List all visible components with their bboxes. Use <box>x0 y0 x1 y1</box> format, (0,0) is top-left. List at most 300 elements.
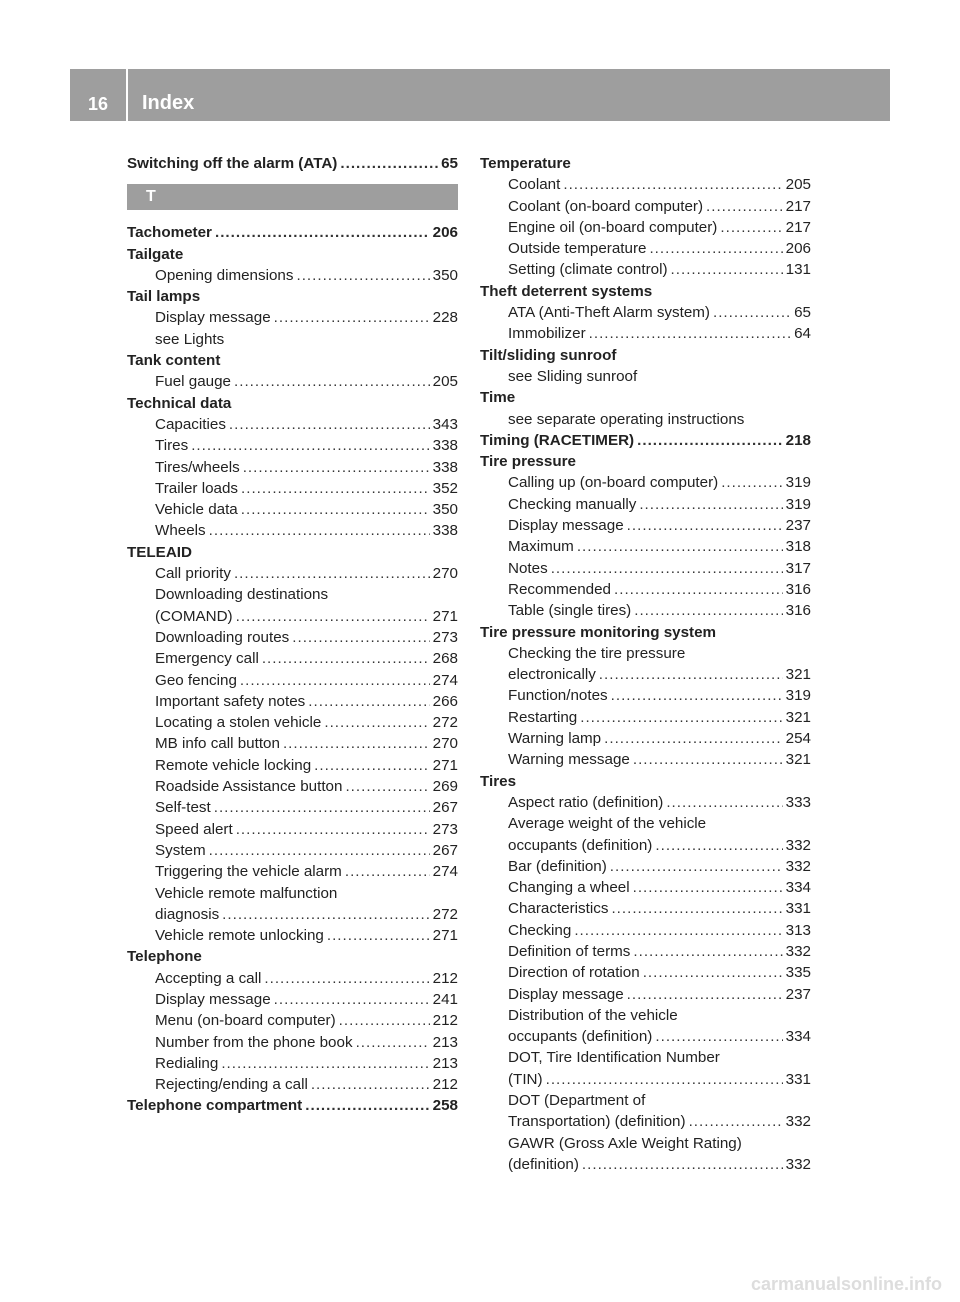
dot-leader <box>546 1069 783 1090</box>
index-entry-label: see Sliding sunroof <box>508 367 638 385</box>
index-subentry <box>127 265 458 286</box>
index-entry-label: Locating a stolen vehicle <box>155 714 322 732</box>
index-subentry <box>127 563 458 584</box>
index-subentry <box>480 749 811 770</box>
index-entry-label: see separate operating instructions <box>508 410 745 428</box>
index-entry-label: diagnosis <box>155 905 220 923</box>
section-letter: T <box>146 188 156 206</box>
footer-watermark <box>0 1266 960 1302</box>
dot-leader <box>241 499 430 520</box>
dot-leader <box>308 691 429 712</box>
index-entry-label: Vehicle data <box>155 501 238 519</box>
index-subentry <box>127 1010 458 1031</box>
index-entry-page: 318 <box>785 538 811 556</box>
index-subentry <box>127 606 458 627</box>
watermark-text: carmanualsonline.info <box>750 1274 942 1294</box>
index-subentry <box>127 883 458 904</box>
index-subentry <box>127 499 458 520</box>
index-entry-label: Call priority <box>155 565 231 583</box>
index-entry-label: electronically <box>508 666 596 684</box>
dot-leader <box>234 371 430 392</box>
index-entry-label: Engine oil (on-board computer) <box>508 218 718 236</box>
index-entry-label: GAWR (Gross Axle Weight Rating) <box>508 1134 742 1152</box>
dot-leader <box>314 755 429 776</box>
index-entry-label: Average weight of the vehicle <box>508 815 707 833</box>
index-subentry <box>480 174 811 195</box>
dot-leader <box>292 627 429 648</box>
index-subentry <box>480 792 811 813</box>
index-heading <box>480 153 811 174</box>
index-subentry <box>480 920 811 941</box>
dot-leader <box>689 1111 783 1132</box>
index-entry-page: 131 <box>785 261 811 279</box>
index-subentry <box>127 457 458 478</box>
index-entry-label: Setting (climate control) <box>508 261 668 279</box>
index-subentry <box>127 797 458 818</box>
dot-leader <box>356 1032 430 1053</box>
index-heading <box>127 1095 458 1116</box>
index-entry-label: System <box>155 841 206 859</box>
page-title: Index <box>142 92 195 114</box>
index-entry-page: 331 <box>785 900 811 918</box>
dot-leader <box>627 984 783 1005</box>
index-subentry <box>127 968 458 989</box>
index-entry-page: 332 <box>785 836 811 854</box>
dot-leader <box>305 1095 429 1116</box>
index-subentry <box>480 1026 811 1047</box>
index-subentry <box>127 435 458 456</box>
dot-leader <box>339 1010 430 1031</box>
index-subentry <box>127 1053 458 1074</box>
index-entry-page: 271 <box>432 756 458 774</box>
index-entry-page: 319 <box>785 687 811 705</box>
index-subentry <box>480 600 811 621</box>
index-entry-page: 217 <box>785 218 811 236</box>
index-entry <box>127 153 458 174</box>
index-subentry <box>127 691 458 712</box>
index-subentry <box>127 648 458 669</box>
index-subentry <box>480 685 811 706</box>
index-entry-page: 331 <box>785 1070 811 1088</box>
index-entry-label: MB info call button <box>155 735 280 753</box>
index-entry-page: 316 <box>785 602 811 620</box>
index-subentry <box>480 217 811 238</box>
index-subentry <box>127 584 458 605</box>
index-subentry <box>480 1069 811 1090</box>
section-letter-bar <box>127 184 458 210</box>
index-entry-label: DOT (Department of <box>508 1092 646 1110</box>
index-entry-page: 212 <box>432 1076 458 1094</box>
index-entry-page: 343 <box>432 415 458 433</box>
index-entry-label: Rejecting/ending a call <box>155 1076 308 1094</box>
dot-leader <box>236 819 430 840</box>
index-subentry <box>127 861 458 882</box>
index-entry-page: 64 <box>794 325 811 343</box>
index-heading <box>480 281 811 302</box>
index-entry-label: Telephone <box>127 948 202 966</box>
index-subentry <box>127 712 458 733</box>
index-entry-label: Downloading destinations <box>155 586 329 604</box>
index-entry-page: 334 <box>785 1028 811 1046</box>
dot-leader <box>574 920 782 941</box>
index-entry-label: (TIN) <box>508 1070 543 1088</box>
header-divider <box>126 69 128 121</box>
index-entry-label: Remote vehicle locking <box>155 756 312 774</box>
index-heading <box>127 542 458 563</box>
index-entry-label: Self-test <box>155 799 211 817</box>
index-entry-label: Switching off the alarm (ATA) <box>127 155 338 172</box>
index-entry-page: 273 <box>432 628 458 646</box>
index-entry-page: 213 <box>432 1054 458 1072</box>
index-entry-label: Tires <box>480 772 517 790</box>
dot-leader <box>236 606 430 627</box>
index-heading <box>127 350 458 371</box>
dot-leader <box>563 174 782 195</box>
index-heading <box>127 946 458 967</box>
index-entry-page: 321 <box>785 751 811 769</box>
index-entry-label: Important safety notes <box>155 692 306 710</box>
dot-leader <box>655 835 782 856</box>
index-entry-page: 332 <box>785 942 811 960</box>
dot-leader <box>221 1053 429 1074</box>
index-heading <box>480 451 811 472</box>
index-subentry <box>480 515 811 536</box>
index-entry-label: Outside temperature <box>508 240 647 258</box>
index-subentry <box>480 643 811 664</box>
index-subentry <box>480 196 811 217</box>
index-entry-label: Coolant <box>508 176 561 194</box>
index-entry-label: Number from the phone book <box>155 1033 353 1051</box>
index-entry-page: 254 <box>785 730 811 748</box>
dot-leader <box>215 222 430 243</box>
index-heading <box>480 387 811 408</box>
index-entry-label: Recommended <box>508 580 611 598</box>
index-subentry <box>480 558 811 579</box>
dot-leader <box>229 414 430 435</box>
index-entry-label: Warning message <box>508 751 630 769</box>
index-column-right <box>480 153 811 1175</box>
index-entry-page: 267 <box>432 841 458 859</box>
index-subentry <box>480 1154 811 1175</box>
dot-leader <box>721 472 782 493</box>
index-entry-page: 205 <box>785 176 811 194</box>
index-entry-page: 237 <box>785 985 811 1003</box>
index-entry-label: Tilt/sliding sunroof <box>480 346 617 364</box>
index-entry-label: Vehicle remote unlocking <box>155 927 324 945</box>
dot-leader <box>666 792 782 813</box>
dot-leader <box>580 707 782 728</box>
index-entry-label: Vehicle remote malfunction <box>155 884 338 902</box>
index-entry-page: 319 <box>785 495 811 513</box>
index-entry-label: Immobilizer <box>508 325 586 343</box>
index-entry-label: Tank content <box>127 352 221 370</box>
index-entry-label: Roadside Assistance button <box>155 778 343 796</box>
index-entry-label: Characteristics <box>508 900 609 918</box>
dot-leader <box>241 478 430 499</box>
index-entry-label: Maximum <box>508 538 574 556</box>
dot-leader <box>633 749 783 770</box>
dot-leader <box>274 307 430 328</box>
dot-leader <box>633 941 782 962</box>
index-entry-label: Tires <box>155 437 189 455</box>
index-entry-label: Warning lamp <box>508 730 602 748</box>
index-entry-page: 338 <box>432 458 458 476</box>
dot-leader <box>611 685 783 706</box>
page-number: 16 <box>87 94 109 114</box>
index-entry-label: Temperature <box>480 155 571 172</box>
index-entry-label: Display message <box>508 985 624 1003</box>
index-entry-label: Notes <box>508 559 548 577</box>
index-subentry <box>127 1032 458 1053</box>
index-entry-page: 338 <box>432 437 458 455</box>
index-entry-page: 237 <box>785 517 811 535</box>
index-subentry <box>127 925 458 946</box>
index-subentry <box>127 414 458 435</box>
index-entry-page: 205 <box>432 373 458 391</box>
dot-leader <box>340 153 438 174</box>
index-subentry <box>480 707 811 728</box>
index-subentry <box>480 856 811 877</box>
index-entry-page: 319 <box>785 474 811 492</box>
index-entry-label: Coolant (on-board computer) <box>508 197 704 215</box>
index-subentry <box>127 478 458 499</box>
index-subentry <box>480 323 811 344</box>
index-entry-page: 268 <box>432 650 458 668</box>
index-entry-page: 316 <box>785 580 811 598</box>
dot-leader <box>311 1074 430 1095</box>
index-entry-page: 228 <box>432 309 458 327</box>
index-entry-label: Emergency call <box>155 650 259 668</box>
dot-leader <box>209 840 430 861</box>
index-entry-page: 334 <box>785 879 811 897</box>
dot-leader <box>214 797 430 818</box>
index-subentry <box>480 1133 811 1154</box>
index-entry-label: Bar (definition) <box>508 857 607 875</box>
index-subentry <box>480 238 811 259</box>
index-subentry <box>480 536 811 557</box>
index-subentry <box>480 898 811 919</box>
index-entry-page: 350 <box>432 266 458 284</box>
dot-leader <box>643 962 783 983</box>
index-subentry <box>480 409 811 430</box>
index-entry-label: occupants (definition) <box>508 836 653 854</box>
index-entry-label: Tires/wheels <box>155 458 240 476</box>
index-subentry <box>480 1111 811 1132</box>
index-entry-label: Tachometer <box>127 224 212 242</box>
index-entry-label: ATA (Anti-Theft Alarm system) <box>508 304 710 322</box>
dot-leader <box>649 238 782 259</box>
index-entry-label: Technical data <box>127 394 232 412</box>
dot-leader <box>655 1026 782 1047</box>
dot-leader <box>234 563 430 584</box>
dot-leader <box>243 457 430 478</box>
index-entry-label: Checking manually <box>508 495 637 513</box>
index-entry-label: Display message <box>155 990 271 1008</box>
index-entry-page: 270 <box>432 735 458 753</box>
index-heading <box>480 771 811 792</box>
dot-leader <box>551 558 783 579</box>
dot-leader <box>264 968 429 989</box>
index-entry-page: 258 <box>432 1097 458 1115</box>
index-subentry <box>480 1047 811 1068</box>
dot-leader <box>610 856 783 877</box>
index-subentry <box>127 904 458 925</box>
index-subentry <box>480 664 811 685</box>
dot-leader <box>262 648 430 669</box>
index-subentry <box>480 494 811 515</box>
index-entry-label: Speed alert <box>155 820 233 838</box>
dot-leader <box>639 494 782 515</box>
index-entry-label: Display message <box>508 517 624 535</box>
dot-leader <box>614 579 783 600</box>
index-subentry <box>480 579 811 600</box>
index-entry-page: 338 <box>432 522 458 540</box>
dot-leader <box>634 600 782 621</box>
index-heading <box>480 622 811 643</box>
index-entry-label: Distribution of the vehicle <box>508 1006 678 1024</box>
index-entry-label: Tire pressure monitoring system <box>480 623 717 641</box>
index-entry-label: Time <box>480 389 516 407</box>
index-entry-page: 65 <box>441 155 458 172</box>
index-entry-label: Function/notes <box>508 687 608 705</box>
index-entry-page: 266 <box>432 692 458 710</box>
index-subentry <box>480 1090 811 1111</box>
index-entry-page: 332 <box>785 1155 811 1173</box>
index-entry-label: Tailgate <box>127 245 184 263</box>
index-entry-page: 212 <box>432 1012 458 1030</box>
dot-leader <box>324 712 429 733</box>
index-entry-page: 332 <box>785 1113 811 1131</box>
dot-leader <box>720 217 782 238</box>
index-subentry <box>127 627 458 648</box>
dot-leader <box>577 536 783 557</box>
index-subentry <box>127 755 458 776</box>
index-entry-label: (COMAND) <box>155 607 233 625</box>
dot-leader <box>296 265 429 286</box>
index-subentry <box>127 989 458 1010</box>
index-entry-page: 241 <box>432 990 458 1008</box>
index-subentry <box>127 307 458 328</box>
index-entry-label: Transportation) (definition) <box>508 1113 686 1131</box>
index-heading <box>127 286 458 307</box>
index-entry-label: Checking <box>508 921 572 939</box>
index-entry-page: 352 <box>432 479 458 497</box>
index-subentry <box>480 877 811 898</box>
index-entry-page: 270 <box>432 565 458 583</box>
index-subentry <box>480 1005 811 1026</box>
index-entry-page: 321 <box>785 708 811 726</box>
index-entry-label: Tail lamps <box>127 288 201 306</box>
index-entry-page: 317 <box>785 559 811 577</box>
index-subentry <box>480 941 811 962</box>
index-entry-label: Display message <box>155 309 271 327</box>
index-subentry <box>127 1074 458 1095</box>
index-entry-label: Calling up (on-board computer) <box>508 474 719 492</box>
index-entry-label: Timing (RACETIMER) <box>480 431 635 449</box>
index-entry-page: 313 <box>785 921 811 939</box>
index-entry-label: Aspect ratio (definition) <box>508 793 664 811</box>
index-column-left <box>127 153 458 1117</box>
index-entry-label: Geo fencing <box>155 671 237 689</box>
index-subentry <box>480 962 811 983</box>
index-subentry <box>480 366 811 387</box>
index-heading <box>480 430 811 451</box>
index-entry-page: 272 <box>432 714 458 732</box>
index-list-right <box>480 153 811 1175</box>
index-subentry <box>480 813 811 834</box>
index-heading <box>127 393 458 414</box>
dot-leader <box>633 877 783 898</box>
index-entry-page: 273 <box>432 820 458 838</box>
index-entry-page: 218 <box>785 431 811 449</box>
index-entry-page: 271 <box>432 927 458 945</box>
index-subentry <box>480 728 811 749</box>
dot-leader <box>604 728 783 749</box>
index-entry-page: 335 <box>785 964 811 982</box>
index-entry-page: 217 <box>785 197 811 215</box>
dot-leader <box>345 861 430 882</box>
index-entry-page: 213 <box>432 1033 458 1051</box>
index-entry-page: 272 <box>432 905 458 923</box>
dot-leader <box>611 898 782 919</box>
dot-leader <box>240 670 430 691</box>
index-entry-label: Triggering the vehicle alarm <box>155 863 342 881</box>
index-subentry <box>127 776 458 797</box>
index-entry-page: 333 <box>785 793 811 811</box>
index-subentry <box>480 984 811 1005</box>
index-heading <box>480 345 811 366</box>
index-entry-page: 269 <box>432 778 458 796</box>
page-header <box>70 69 890 121</box>
index-entry-label: Theft deterrent systems <box>480 282 653 300</box>
index-entry-label: Restarting <box>508 708 578 726</box>
index-entry-label: DOT, Tire Identification Number <box>508 1049 720 1067</box>
index-entry-page: 65 <box>794 304 811 322</box>
dot-leader <box>706 196 783 217</box>
index-entry-label: Checking the tire pressure <box>508 644 686 662</box>
dot-leader <box>222 904 429 925</box>
index-subentry <box>127 819 458 840</box>
index-entry-label: occupants (definition) <box>508 1028 653 1046</box>
index-subentry <box>127 371 458 392</box>
dot-leader <box>274 989 430 1010</box>
index-entry-page: 332 <box>785 857 811 875</box>
index-entry-label: Fuel gauge <box>155 373 231 391</box>
index-list-left <box>127 222 458 1116</box>
index-entry-page: 274 <box>432 863 458 881</box>
dot-leader <box>209 520 430 541</box>
index-subentry <box>480 472 811 493</box>
index-entry-label: Changing a wheel <box>508 879 630 897</box>
index-entry-page: 321 <box>785 666 811 684</box>
index-subentry <box>480 302 811 323</box>
dot-leader <box>582 1154 783 1175</box>
index-entry-label: Wheels <box>155 522 206 540</box>
index-entry-label: Capacities <box>155 415 226 433</box>
index-entry-label: Accepting a call <box>155 969 262 987</box>
index-entry-page: 206 <box>432 224 458 242</box>
index-entry-page: 267 <box>432 799 458 817</box>
index-entry-label: Downloading routes <box>155 628 290 646</box>
index-entry-label: Telephone compartment <box>127 1097 303 1115</box>
dot-leader <box>283 733 430 754</box>
index-entry-label: Menu (on-board computer) <box>155 1012 336 1030</box>
index-subentry <box>127 670 458 691</box>
index-entry-label: TELEAID <box>127 543 192 561</box>
index-entry-page: 271 <box>432 607 458 625</box>
dot-leader <box>345 776 429 797</box>
index-entry-page: 350 <box>432 501 458 519</box>
